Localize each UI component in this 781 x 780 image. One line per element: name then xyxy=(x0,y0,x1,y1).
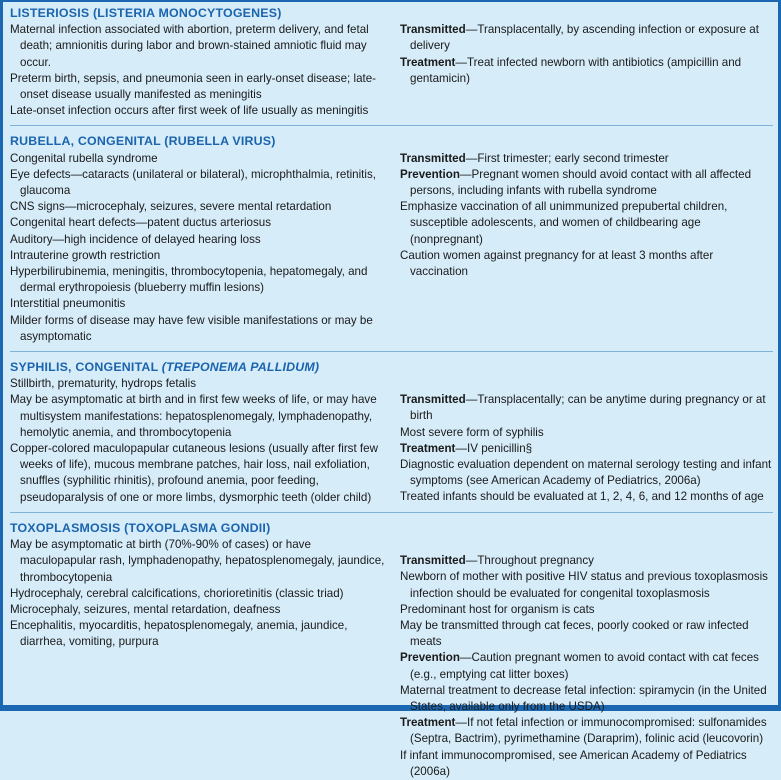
consideration-item: Maternal treatment to decrease fetal infection: spiramycin (in the United States, available only from the USDA) xyxy=(400,683,767,713)
manifestation-item: Late-onset infection occurs after first week of life usually as meningitis xyxy=(10,104,369,118)
manifestation-item: Hyperbilirubinemia, meningitis, thrombocytopenia, hepatomegaly, and dermal erythropoiesis (blueberry muffin lesions) xyxy=(10,265,368,295)
consideration-item: Prevention—Caution pregnant women to avoid contact with cat feces (e.g., emptying cat litter boxes) xyxy=(400,651,759,681)
manifestation-item: Milder forms of disease may have few visible manifestations or may be asymptomatic xyxy=(10,313,373,343)
nursing-considerations xyxy=(400,537,773,780)
consideration-item: Predominant host for organism is cats xyxy=(400,602,595,616)
consideration-item: May be transmitted through cat feces, poorly cooked or raw infected meats xyxy=(400,618,749,649)
manifestation-item: Congenital heart defects—patent ductus arteriosus xyxy=(10,216,272,230)
manifestation-item: Maternal infection associated with abortion, preterm delivery, and fetal death; amnionitis during labor and brown-stained amniotic fluid may occur. xyxy=(10,23,369,69)
manifestation-item: Stillbirth, prematurity, hydrops fetalis xyxy=(10,377,196,391)
manifestation-item: Congenital rubella syndrome xyxy=(10,151,158,165)
clinical-manifestations xyxy=(10,151,400,345)
consideration-item: Transmitted—Throughout pregnancy xyxy=(400,554,594,568)
manifestation-item: Intrauterine growth restriction xyxy=(10,248,161,262)
section-listeriosis xyxy=(10,5,773,119)
manifestation-item: Interstitial pneumonitis xyxy=(10,297,126,311)
table-body xyxy=(10,5,773,780)
section-toxoplasmosis xyxy=(10,512,773,780)
consideration-item: Treatment—If not fetal infection or immunocompromised: sulfonamides (Septra, Bactrim), pyrimethamine (Daraprim), folinic acid (leucovorin) xyxy=(400,716,767,746)
consideration-item: Prevention—Pregnant women should avoid contact with all affected persons, including infants with rubella syndrome xyxy=(400,167,752,198)
nursing-considerations xyxy=(400,22,773,119)
consideration-item: Most severe form of syphilis xyxy=(400,425,544,439)
consideration-item: Treated infants should be evaluated at 1, 2, 4, 6, and 12 months of age xyxy=(400,490,764,504)
consideration-item: Emphasize vaccination of all unimmunized prepubertal children, susceptible adolescents, and women of childbearing age (nonpregnant) xyxy=(400,200,728,246)
manifestation-item: May be asymptomatic at birth (70%-90% of cases) or have maculopapular rash, lymphadenopathy, hepatosplenomegaly, jaundice, thrombocytopenia xyxy=(10,538,385,584)
consideration-item: Caution women against pregnancy for at least 3 months after vaccination xyxy=(400,248,714,279)
manifestation-item: May be asymptomatic at birth and in first few weeks of life, or may have multisystem manifestations: hepatosplenomegaly, lymphadenopathy, hemolytic anemia, and thrombocytopenia xyxy=(10,393,377,439)
consideration-item: Newborn of mother with positive HIV status and previous toxoplasmosis infection should be evaluated for congenital toxoplasmosis xyxy=(400,570,768,600)
section-rubella xyxy=(10,125,773,345)
manifestation-item: Preterm birth, sepsis, and pneumonia seen in early-onset disease; late-onset disease usually manifested as meningitis xyxy=(10,71,377,102)
manifestation-item: Eye defects—cataracts (unilateral or bilateral), microphthalmia, retinitis, glaucoma xyxy=(10,167,376,198)
clinical-manifestations xyxy=(10,537,400,780)
consideration-item: Treatment—IV penicillin§ xyxy=(400,441,533,455)
top-border xyxy=(0,0,781,2)
consideration-item: Diagnostic evaluation dependent on maternal serology testing and infant symptoms (see American Academy of Pediatrics, 2006a) xyxy=(400,458,772,488)
manifestation-item: Copper-colored maculopapular cutaneous lesions (usually after first few weeks of life), mucous membrane patches, hair loss, nail exfoliation, snuffles (syphilitic rhinitis), profound anemia, poor feeding, pseudoparalysis of one or more limbs, dysmorphic teeth (older child) xyxy=(10,442,378,504)
left-border xyxy=(0,0,3,711)
manifestation-item: Microcephaly, seizures, mental retardation, deafness xyxy=(10,602,281,616)
manifestation-item: CNS signs—microcephaly, seizures, severe mental retardation xyxy=(10,200,332,214)
consideration-item: Transmitted—Transplacentally, by ascending infection or exposure at delivery xyxy=(400,23,759,53)
nursing-considerations xyxy=(400,376,773,506)
section-title: SYPHILIS, CONGENITAL (TREPONEMA PALLIDUM) xyxy=(10,360,320,375)
section-title: LISTERIOSIS (LISTERIA MONOCYTOGENES) xyxy=(10,6,282,20)
consideration-item: Treatment—Treat infected newborn with antibiotics (ampicillin and gentamicin) xyxy=(400,55,742,85)
manifestation-item: Hydrocephaly, cerebral calcifications, chorioretinitis (classic triad) xyxy=(10,586,344,600)
clinical-manifestations xyxy=(10,376,400,506)
consideration-item: Transmitted—First trimester; early second trimester xyxy=(400,151,669,165)
consideration-item: If infant immunocompromised, see American Academy of Pediatrics (2006a) xyxy=(400,748,747,778)
section-title: TOXOPLASMOSIS (TOXOPLASMA GONDII) xyxy=(10,520,271,535)
manifestation-item: Auditory—high incidence of delayed hearing loss xyxy=(10,232,261,246)
section-title: RUBELLA, CONGENITAL (RUBELLA VIRUS) xyxy=(10,134,276,149)
clinical-manifestations xyxy=(10,22,400,119)
section-syphilis xyxy=(10,351,773,506)
nursing-considerations xyxy=(400,151,773,345)
manifestation-item: Encephalitis, myocarditis, hepatosplenomegaly, anemia, jaundice, diarrhea, vomiting, purpura xyxy=(10,619,348,649)
consideration-item: Transmitted—Transplacentally; can be anytime during pregnancy or at birth xyxy=(400,393,766,423)
